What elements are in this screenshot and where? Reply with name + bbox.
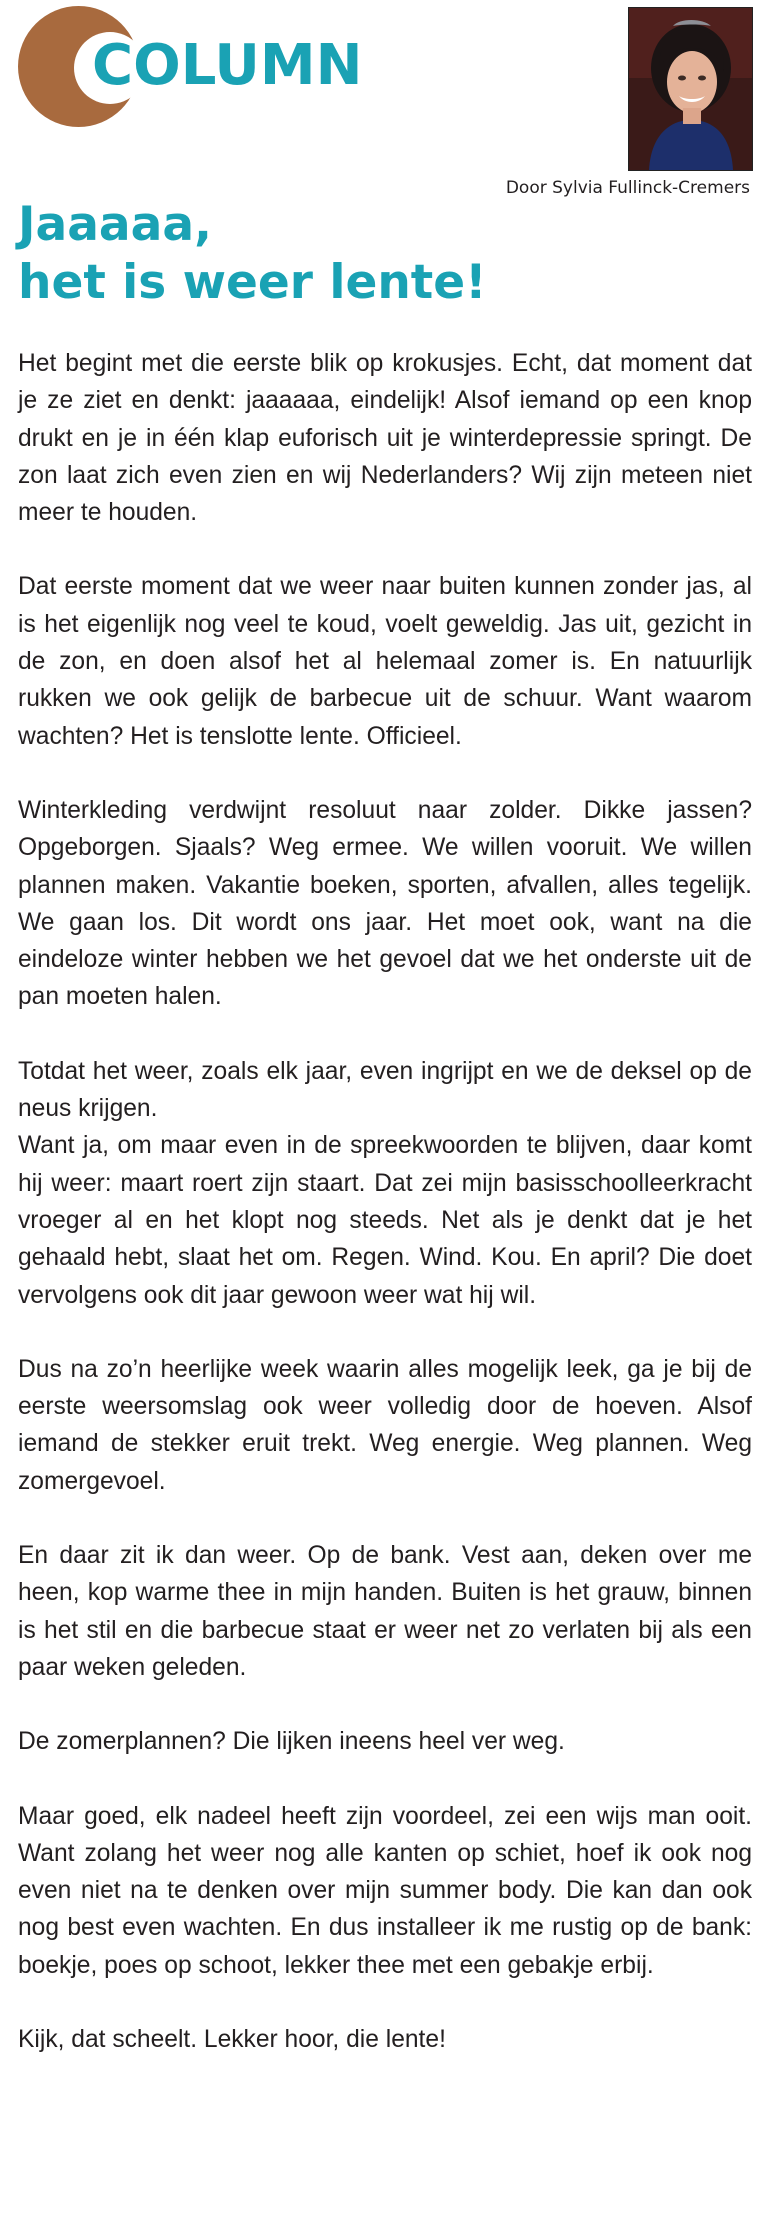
article-title-line-1: Jaaaaa, [18,197,212,252]
column-logo [18,6,518,131]
article-paragraph-9: Maar goed, elk nadeel heeft zijn voordeel, zei een wijs man ooit. Want zolang het weer nog alle kanten op schiet, hoef ik ook nog even niet na te denken over mijn summer body. Die kan dan ook nog best even wachten. En dus installeer ik me rustig op de bank: boekje, poes op schoot, lekker thee met een gebakje erbij. [18,1802,752,1979]
article-paragraph-10: Kijk, dat scheelt. Lekker hoor, die lente! [18,2025,446,2053]
article-title [18,196,578,312]
author-photo [628,7,753,171]
article-paragraph-2: Dat eerste moment dat we weer naar buiten kunnen zonder jas, al is het eigenlijk nog veel te koud, voelt geweldig. Jas uit, gezicht in de zon, en doen alsof het al helemaal zomer is. En natuurlijk rukken we ook gelijk de barbecue uit de schuur. Want waarom wachten? Het is tenslotte lente. Officieel. [18,573,752,750]
section-label: COLUMN [92,33,363,98]
column-header [0,0,768,310]
author-byline: Door Sylvia Fullinck-Cremers [505,178,750,198]
article-title-line-2: het is weer lente! [18,255,487,310]
article-paragraph-6: Dus na zo’n heerlijke week waarin alles mogelijk leek, ga je bij de eerste weersomslag ook weer volledig door de hoeven. Alsof iemand de stekker eruit trekt. Weg energie. Weg plannen. Weg zomergevoel. [18,1355,752,1495]
article-body [18,345,752,2095]
article-paragraph-8: De zomerplannen? Die lijken ineens heel ver weg. [18,1728,565,1756]
article-paragraph-1: Het begint met die eerste blik op krokusjes. Echt, dat moment dat je ze ziet en denkt: jaaaaaa, eindelijk! Alsof iemand op een knop drukt en je in één klap euforisch uit je winterdepressie springt. De zon laat zich even zien en wij Nederlanders? Wij zijn meteen niet meer te houden. [18,350,752,527]
article-paragraph-7: En daar zit ik dan weer. Op de bank. Vest aan, deken over me heen, kop warme thee in mijn handen. Buiten is het grauw, binnen is het stil en die barbecue staat er weer net zo verlaten bij als een paar weken geleden. [18,1542,752,1681]
article-paragraph-3: Winterkleding verdwijnt resoluut naar zolder. Dikke jassen? Opgeborgen. Sjaals? Weg ermee. We willen vooruit. We willen plannen maken. Vakantie boeken, sporten, afvallen, alles tegelijk. We gaan los. Dit wordt ons jaar. Het moet ook, want na die eindeloze winter hebben we het gevoel dat we het onderste uit de pan moeten halen. [18,796,752,1011]
article-paragraph-5: Want ja, om maar even in de spreekwoorden te blijven, daar komt hij weer: maart roert zijn staart. Dat zei mijn basisschoolleerkracht vroeger al en het klopt nog steeds. Net als je denkt dat je het gehaald hebt, slaat het om. Regen. Wind. Kou. En april? Die doet vervolgens ook dit jaar gewoon weer wat hij wil. [18,1132,752,1309]
article-paragraph-4: Totdat het weer, zoals elk jaar, even ingrijpt en we de deksel op de neus krijgen. [18,1057,752,1123]
